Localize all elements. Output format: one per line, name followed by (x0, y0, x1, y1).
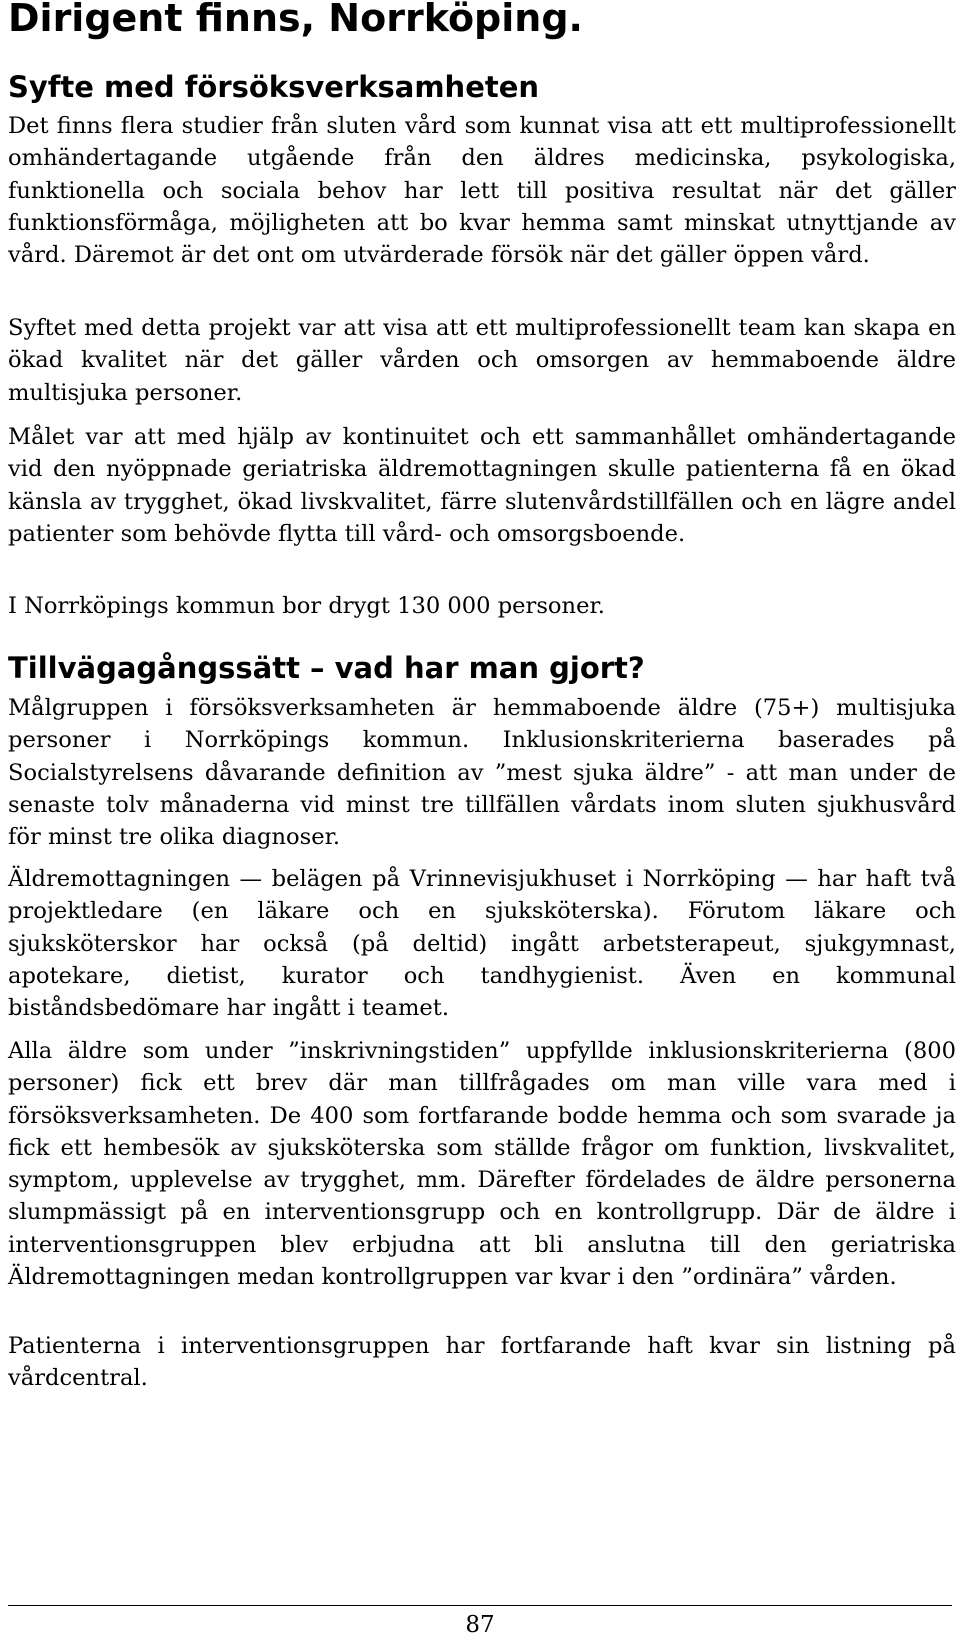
footer-divider (8, 1605, 952, 1606)
paragraph: Äldremottagningen — belägen på Vrinnevisjukhuset i Norrköping — har haft två projektledare (en läkare och en sjuksköterska). Förutom läkare och sjuksköterskor har också (på deltid) ingått arbetsterapeut, sjukgymnast, apotekare, dietist, kurator och tandhygienist. Även en kommunal biståndsbedömare har ingått i teamet. (8, 866, 956, 1022)
section-heading-purpose: Syfte med försöksverksamheten (8, 70, 540, 104)
paragraph: Alla äldre som under ”inskrivningstiden” uppfyllde inklusionskriterierna (800 personer) fick ett brev där man tillfrågades om man ville vara med i försöksverksamheten. De 400 som fortfarande bodde hemma och som svarade ja fick ett hembesök av sjuksköterska som ställde frågor om funktion, livskvalitet, symptom, upplevelse av trygghet, mm. Därefter fördelades de äldre personerna slumpmässigt på en interventionsgrupp och en kontrollgrupp. Där de äldre i interventionsgruppen blev erbjudna att bli anslutna till den geriatriska Äldremottagningen medan kontrollgruppen var kvar i den ”ordinära” vården. (8, 1038, 956, 1291)
paragraph: Syftet med detta projekt var att visa att ett multiprofessionellt team kan skapa en ökad kvalitet när det gäller vården och omsorgen av hemmaboende äldre multisjuka personer. (8, 315, 956, 406)
page-number: 87 (465, 1612, 495, 1638)
document-title: Dirigent finns, Norrköping. (8, 0, 583, 40)
paragraph: I Norrköpings kommun bor drygt 130 000 personer. (8, 593, 605, 619)
paragraph: Det finns flera studier från sluten vård som kunnat visa att ett multiprofessionellt omhändertagande utgående från den äldres medicinska, psykologiska, funktionella och sociala behov har lett till positiva resultat när det gäller funktionsförmåga, möjligheten att bo kvar hemma samt minskat utnyttjande av vård. Däremot är det ont om utvärderade försök när det gäller öppen vård. (8, 113, 956, 269)
paragraph: Målet var att med hjälp av kontinuitet och ett sammanhållet omhändertagande vid den nyöppnade geriatriska äldremottagningen skulle patienterna få en ökad känsla av trygghet, ökad livskvalitet, färre slutenvårdstillfällen och en lägre andel patienter som behövde flytta till vård- och omsorgsboende. (8, 424, 956, 547)
section-heading-method: Tillvägagångssätt – vad har man gjort? (8, 651, 645, 685)
paragraph: Målgruppen i försöksverksamheten är hemmaboende äldre (75+) multisjuka personer i Norrköpings kommun. Inklusionskriterierna baserades på Socialstyrelsens dåvarande definition av ”mest sjuka äldre” - att man under de senaste tolv månaderna vid minst tre tillfällen vårdats inom sluten sjukhusvård för minst tre olika diagnoser. (8, 695, 956, 851)
paragraph: Patienterna i interventionsgruppen har fortfarande haft kvar sin listning på vårdcentral. (8, 1333, 956, 1392)
